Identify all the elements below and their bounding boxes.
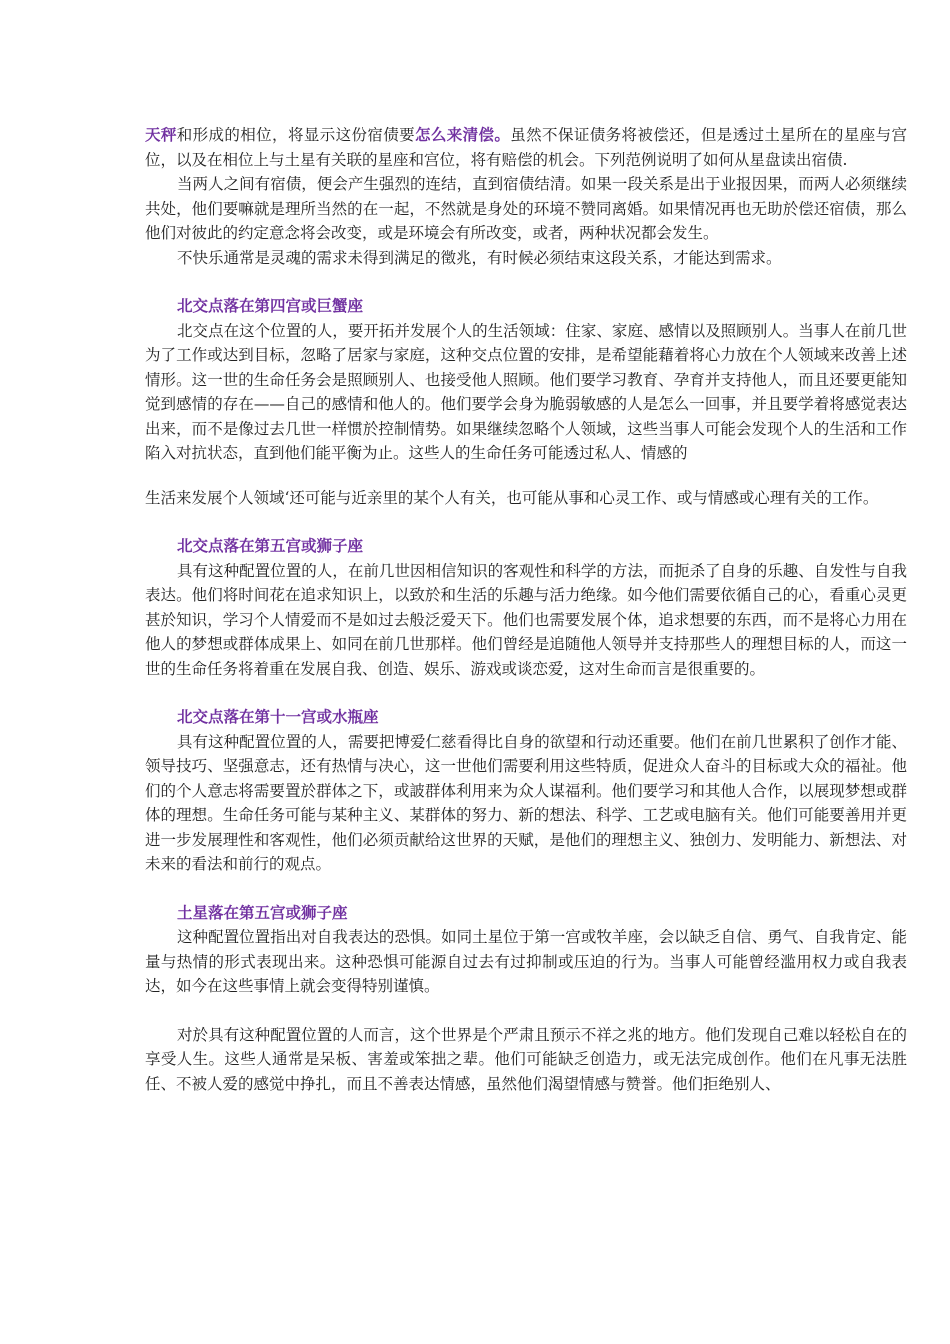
section-heading-saturn-5th: 土星落在第五宫或狮子座	[177, 902, 348, 922]
section-body-5th-house: 具有这种配置位置的人，在前几世因相信知识的客观性和科学的方法，而扼杀了自身的乐趣、自发性与自我表达。他们将时间花在追求知识上，以致於和生活的乐趣与活力绝缘。如今他们需要依循自己的心，看重心灵更甚於知识，学习个人情爱而不是如过去般泛爱天下。他们也需要发展个体，追求想要的东西，而不是将心力用在他人的梦想或群体成果上、如同在前几世那样。他们曾经是追随他人领导并支持那些人的理想目标的人，而这一世的生命任务将着重在发展自我、创造、娱乐、游戏或谈恋爱，这对生命而言是很重要的。	[145, 561, 907, 678]
spacer	[145, 681, 907, 705]
spacer	[145, 270, 907, 294]
section-body-saturn-5th: 这种配置位置指出对自我表达的恐惧。如同土星位于第一宫或牧羊座，会以缺乏自信、勇气、自我肯定、能量与热情的形式表现出来。这种恐惧可能源自过去有过抑制或压迫的行为。当事人可能曾经滥用权力或自我表达，如今在这些事情上就会变得特别谨慎。	[145, 928, 907, 995]
highlight-libra: 天秤	[145, 125, 177, 144]
intro-paragraph	[145, 123, 907, 172]
intro-text-2: 虽然不保证债务将被偿还，但是透过土星所在的星座与宫位，以及在相位上与土星有关联的星座和宫位，将有赔偿的机会。下列范例说明了如何从星盘读出宿债.	[145, 126, 907, 169]
spacer	[145, 466, 907, 486]
section-heading-4th-house: 北交点落在第四宫或巨蟹座	[177, 296, 364, 315]
section-body-11th-house: 具有这种配置位置的人，需要把博爱仁慈看得比自身的欲望和行动还重要。他们在前几世累积了创作才能、领导技巧、坚强意志，还有热情与决心，这一世他们需要利用这些特质，促进众人奋斗的目标或大众的福祉。他们的个人意志将需要置於群体之下，或詖群体利用来为众人谋福利。他们要学习和其他人合作，以展现梦想或群体的理想。生命任务可能与某种主义、某群体的努力、新的想法、科学、工艺或电脑有关。他们可能要善用并更进一步发展理性和客观性，他们必须贡献给这世界的天赋，是他们的理想主义、独创力、发明能力、新想法、对未来的看法和前行的观点。	[145, 732, 907, 873]
section-body-4th-house: 北交点在这个位置的人，要开拓并发展个人的生活领域：住家、家庭、感情以及照顾别人。当事人在前几世为了工作或达到目标，忽略了居家与家庭，这种交点位置的安排，是希望能藉着将心力放在个人领域来改善上述情形。这一世的生命任务会是照顾别人、也接受他人照顾。他们要学习教育、孕育并支持他人，而且还要更能知觉到感情的存在——自己的感情和他人的。他们要学会身为脆弱敏感的人是怎么一回事，并且要学着将感觉表达出来，而不是像过去几世一样惯於控制情势。如果继续忽略个人领域，这些当事人可能会发现个人的生活和工作陷入对抗状态，直到他们能平衡为止。这些人的生命任务可能透过私人、情感的	[145, 321, 907, 462]
section-heading-5th-house: 北交点落在第五宫或狮子座	[177, 536, 364, 555]
highlight-repayment: 怎么来清偿。	[415, 125, 511, 144]
spacer	[145, 999, 907, 1023]
section-heading-11th-house: 北交点落在第十一宫或水瓶座	[177, 707, 379, 726]
section-continuation-saturn-5th: 对於具有这种配置位置的人而言，这个世界是个严肃且预示不祥之兆的地方。他们发现自己难以轻松自在的享受人生。这些人通常是呆板、害羞或笨拙之辈。他们可能缺乏创造力，或无法完成创作。他们在凡事无法胜任、不被人爱的感觉中挣扎，而且不善表达情感，虽然他们渴望情感与赞誉。他们拒绝别人、	[145, 1025, 907, 1093]
paragraph-karmic-debt: 当两人之间有宿债，便会产生强烈的连结，直到宿债结清。如果一段关系是出于业报因果，而两人必须继续共处，他们要嘛就是理所当然的在一起，不然就是身处的环境不赞同离婚。如果情况再也无助於偿还宿债，那么他们对彼此的约定意念将会改变，或是环境会有所改变，或者，两种状况都会发生。	[145, 175, 907, 242]
section-continuation-4th-house: 生活来发展个人领域‘还可能与近亲里的某个人有关，也可能从事和心灵工作、或与情感或心理有关的工作。	[145, 488, 879, 507]
spacer	[145, 877, 907, 901]
document-body	[145, 123, 907, 1096]
intro-text-1: 和形成的相位，将显示这份宿债要	[176, 126, 415, 144]
paragraph-unhappiness: 不快乐通常是灵魂的需求未得到满足的徵兆，有时候必须结束这段关系，才能达到需求。	[177, 248, 782, 267]
spacer	[145, 510, 907, 534]
